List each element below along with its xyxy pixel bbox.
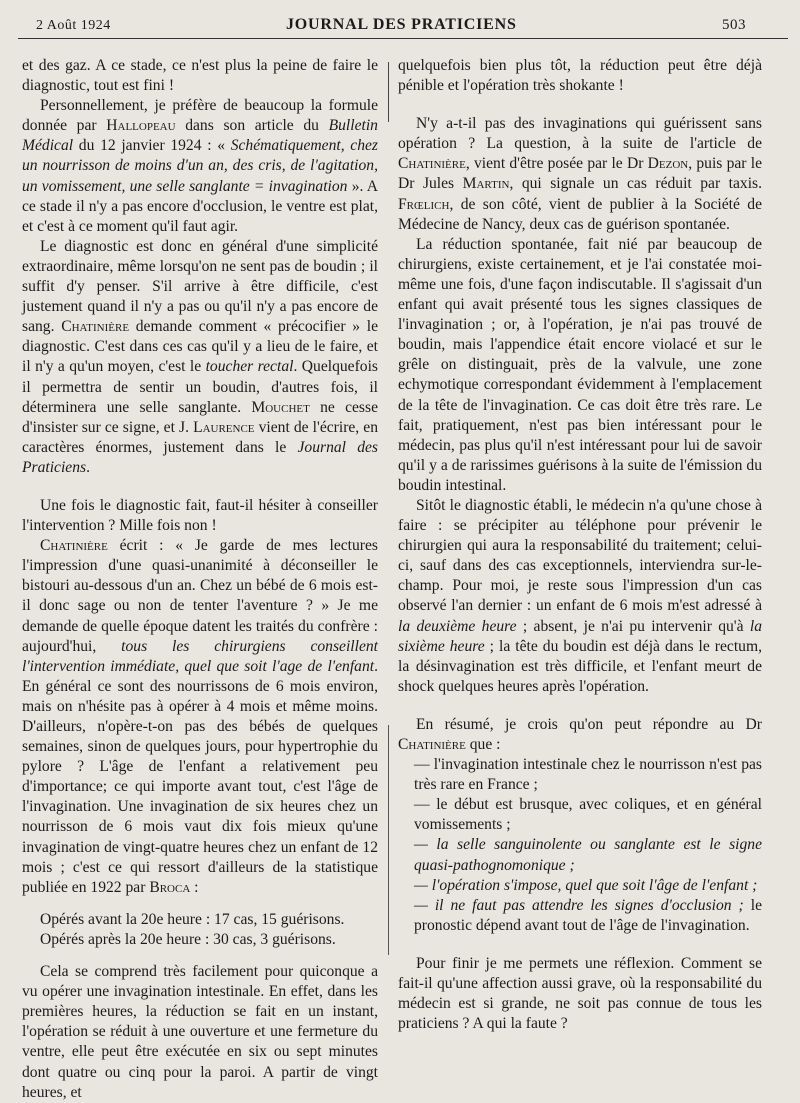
author-name: Chatinière	[398, 736, 466, 753]
author-name: Chatinière	[40, 537, 108, 555]
author-name: Chatinière	[61, 318, 130, 336]
summary-item	[398, 876, 762, 896]
summary-item	[398, 835, 762, 875]
header-journal-title: JOURNAL DES PRATICIENS	[286, 16, 517, 33]
paragraph: La réduction spontanée, fait nié par beaucoup de chirurgiens, existe certainement, et je l'ai constatée moi-même une fois, d'une façon indiscutable. Il s'agissait d'un enfant qui avait présenté tous les signes classiques de l'invagination ; or, à l'opération, je n'ai pas trouvé de boudin, mais l'appendice était encore violacé et sur le grêle on distinguait, près de la valvule, une zone echymotique correspondant évidemment à l'emplacement de la tête de l'invagination. Ce cas doit être très rare. Le fait, pratiquement, n'est pas bien intéressant pour le médecin, pas plus qu'il n'est intéressant pour lui de savoir qu'il y a de rarissimes guérisons à la suite de l'émission du boudin intestinal.	[398, 235, 762, 494]
text-run: ». A ce stade il n'y a pas encore d'occlusion, le ventre est plat, et c'est à ce moment qu'il faut agir.	[22, 177, 378, 235]
right-column	[398, 56, 762, 1034]
text-run: :	[190, 878, 199, 896]
text-run: demande comment « précocifier » le diagnostic. C'est dans ces cas qu'il y a lieu de le faire, et il n'y a qu'un moyen, c'est le	[22, 318, 378, 376]
paragraph	[398, 715, 762, 755]
author-name: Dezon	[647, 155, 689, 173]
summary-item	[398, 896, 762, 936]
text-run: écrit : « Je garde de mes lectures l'impression d'une quasi-unanimité à déconseiller le bistouri au-dessous d'un an. Chez un bébé de 6 mois est-il donc sage ou non de tenter l'aventure ? » Je me demande de quelle époque datent les traités du confrère : aujourd'hui,	[22, 537, 378, 655]
text-run: , de son côté, vient de publier à la Société de Médecine de Nancy, deux cas de guérison spontanée.	[398, 195, 762, 233]
paragraph: et des gaz. A ce stade, ce n'est plus la peine de faire le diagnostic, tout est fini !	[22, 57, 378, 95]
journal-title: Bulletin Médical	[22, 117, 378, 155]
emphasis: la sixième heure	[398, 617, 762, 655]
emphasis: toucher rectal	[205, 358, 294, 376]
text-run: dans son article du	[175, 117, 329, 135]
text-run: vient de l'écrire, en caractères énormes, justement dans le	[22, 418, 378, 456]
left-column	[22, 56, 378, 1103]
page-number: 503	[722, 17, 746, 33]
emphasis: tous les chirurgiens conseillent l'intervention immédiate, quel que soit l'age de l'enfant	[22, 637, 378, 675]
summary-item: — l'invagination intestinale chez le nourrisson n'est pas très rare en France ;	[414, 756, 762, 794]
paragraph	[22, 536, 378, 898]
header-rule	[18, 38, 788, 39]
header-date: 2 Août 1924	[36, 18, 111, 33]
author-name: Laurence	[193, 418, 255, 436]
author-name: Broca	[149, 878, 191, 896]
journal-title: Journal des Praticiens	[22, 438, 378, 476]
text-run: le pronostic dépend avant tout de l'âge de l'invagination.	[414, 896, 762, 934]
text-run: ; absent, je n'ai pu intervenir qu'à	[516, 617, 750, 635]
text-run: , vient d'être posée par le Dr	[465, 155, 648, 173]
text-run: . Quelquefois il permettra de sentir un boudin, d'autres fois, il déterminera une selle sanglante.	[22, 358, 378, 416]
paragraph: Une fois le diagnostic fait, faut-il hésiter à conseiller l'intervention ? Mille fois non !	[22, 496, 378, 535]
text-run: Sitôt le diagnostic établi, le médecin n'a qu'une chose à faire : se précipiter au téléphone pour prévenir le chirurgien qui aura la responsabilité du traitement; celui-ci, sauf dans des cas exceptionnels, interviendra sur-le-champ. Pour moi, je reste sous l'impression d'un cas observé l'an dernier : un enfant de 6 mois m'est adressé à	[398, 496, 762, 615]
author-name: Mouchet	[251, 398, 310, 416]
paragraph: quelquefois bien plus tôt, la réduction peut être déjà pénible et l'opération très shokante !	[398, 57, 762, 95]
author-name: Hallopeau	[106, 117, 176, 135]
text-run: . En général ce sont des nourrissons de 6 mois environ, mais on n'hésite pas à opérer à 4 mois et même moins. D'ailleurs, n'opère-t-on pas des bébés de quelques semaines, sinon de quelques jours, pour hypertrophie du pylore ? L'âge de l'enfant a relativement peu d'importance; ce qui importe avant tout, c'est l'âge de l'invagination. Une invagination de six heures chez un nourrisson de 6 mois vaut dix fois mieux qu'une invagination de vingt-quatre heures chez un enfant de 12 mois ; c'est ce qui ressort d'ailleurs de la statistique publiée en 1922 par	[22, 657, 378, 896]
author-name: Martin	[462, 175, 510, 193]
column-divider-top	[388, 62, 389, 122]
paragraph	[398, 114, 762, 235]
text-run: N'y a-t-il pas des invaginations qui guérissent sans opération ? La question, à la suite de l'article de	[398, 115, 762, 153]
emphasis: — la selle sanguinolente ou sanglante est le signe quasi-pathognomonique ;	[414, 836, 762, 874]
text-run: ne cesse d'insister sur ce signe, et J.	[22, 398, 378, 436]
paragraph: Cela se comprend très facilement pour quiconque a vu opérer une invagination intestinale. En effet, dans les premières heures, la réduction se fait en un instant, l'opération se réduit à une ouverture et une fermeture du ventre, elle peut être exécutée en six ou sept minutes dont quatre ou cinq pour la paroi. A partir de vingt heures, et	[22, 963, 378, 1101]
text-run: que :	[465, 736, 501, 753]
text-run: Le diagnostic est donc en général d'une simplicité extraordinaire, même lorsqu'on ne sent pas de boudin ; il suffit d'y penser. S'il arrive à être difficile, c'est justement quand il n'y a pas ou qu'il n'y a pas encore de sang.	[22, 237, 378, 336]
emphasis: la deuxième heure	[398, 617, 517, 635]
statistic-line: Opérés avant la 20e heure : 17 cas, 15 guérisons.	[40, 910, 345, 928]
statistic-line: Opérés après la 20e heure : 30 cas, 3 guérisons.	[40, 930, 336, 948]
running-header	[0, 14, 800, 38]
author-name: Chatinière	[398, 155, 466, 173]
text-run: ; la tête du boudin est déjà dans le rectum, la désinvagination est très difficile, et l'enfant meurt de shock quelques heures après l'opération.	[398, 637, 762, 695]
text-run: du 12 janvier 1924 : «	[73, 137, 231, 155]
summary-item: — le début est brusque, avec coliques, et en général vomissements ;	[414, 796, 762, 834]
emphasis: — il ne faut pas attendre les signes d'occlusion ;	[414, 896, 744, 914]
text-run: En résumé, je crois qu'on peut répondre au Dr	[416, 715, 762, 733]
text-run: Personnellement, je préfère de beaucoup la formule donnée par	[22, 97, 378, 135]
author-name: Frœlich	[398, 195, 450, 213]
paragraph	[22, 237, 378, 478]
text-run: .	[86, 458, 91, 476]
paragraph	[22, 96, 378, 237]
emphasis: — l'opération s'impose, quel que soit l'âge de l'enfant ;	[414, 876, 758, 894]
paragraph: Pour finir je me permets une réflexion. Comment se fait-il qu'une affection aussi grave, où la responsabilité du médecin est si grande, ne soit pas connue de tous les praticiens ? A qui la faute ?	[398, 954, 762, 1033]
text-run: , qui signale un cas réduit par taxis.	[509, 175, 762, 193]
text-run: , puis par le Dr Jules	[398, 155, 762, 193]
column-divider-bottom	[388, 725, 389, 955]
quotation: Schématiquement, chez un nourrisson de moins d'un an, des cris, de l'agitation, un vomissement, une selle sanglante = invagination	[22, 137, 378, 195]
paragraph	[398, 496, 762, 697]
